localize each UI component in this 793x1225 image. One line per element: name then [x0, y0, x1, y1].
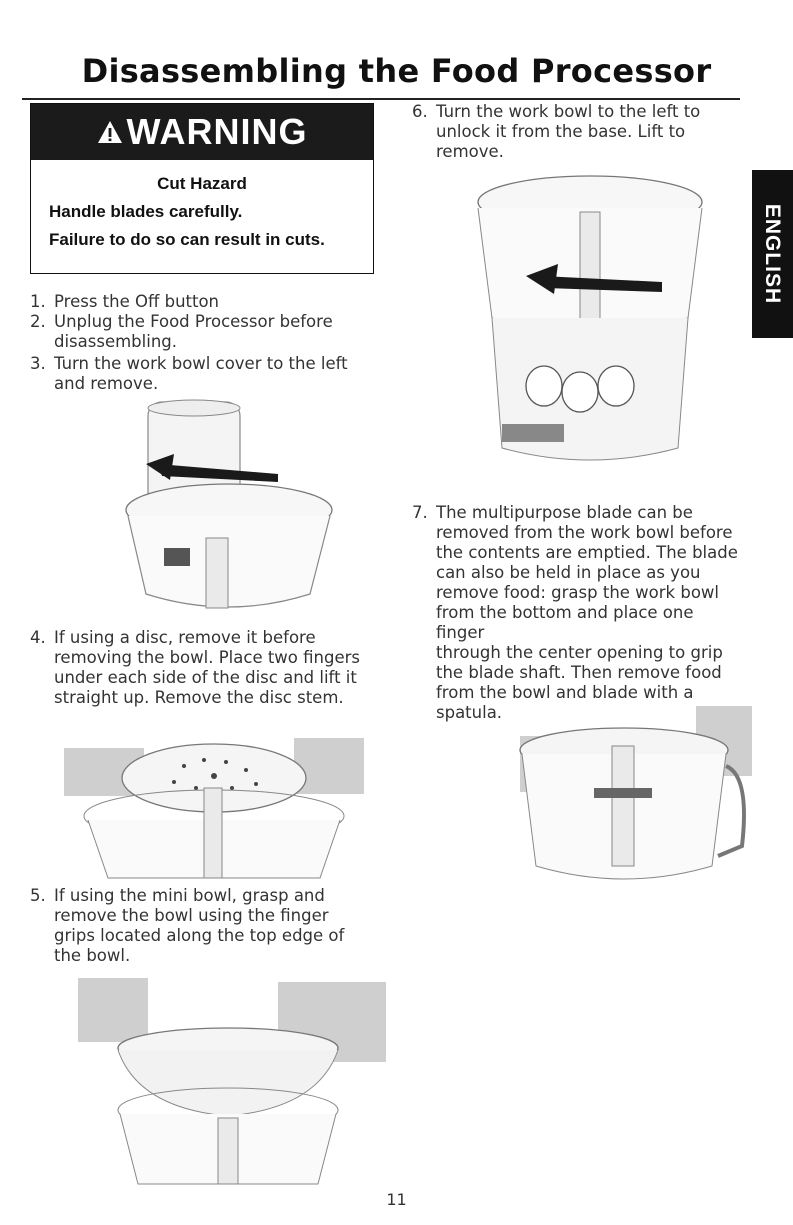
warning-line2: Failure to do so can result in cuts. — [49, 230, 325, 249]
step-number: 4. — [30, 628, 46, 647]
warning-body — [31, 160, 373, 250]
page-title: Disassembling the Food Processor — [81, 52, 712, 90]
blade-removal-illustration — [506, 706, 752, 892]
step-4 — [30, 628, 380, 712]
bowl-unlock-illustration — [462, 168, 712, 476]
step-text: If using a disc, remove it before removing the bowl. Place two fingers under each side of the disc and lift it straight up. Remove the disc stem. — [54, 628, 360, 707]
step-number: 6. — [412, 102, 428, 121]
bowl-cover-illustration — [118, 398, 340, 620]
step-text: Turn the work bowl cover to the left and remove. — [54, 354, 348, 393]
step-text: Press the Off button — [54, 292, 220, 311]
step-6 — [412, 102, 742, 166]
warning-triangle-icon — [97, 120, 123, 144]
step-number: 7. — [412, 503, 428, 522]
disc-removal-illustration — [64, 718, 364, 880]
step-2 — [30, 312, 380, 356]
language-tab-label: ENGLISH — [761, 203, 785, 305]
step-7 — [412, 503, 742, 722]
step-number: 5. — [30, 886, 46, 905]
step-number: 3. — [30, 354, 46, 373]
step-text: If using the mini bowl, grasp and remove the bowl using the finger grips located along the top edge of the bowl. — [54, 886, 345, 965]
step-text: The multipurpose blade can be removed from the work bowl before the contents are emptied. The blade can also be held in place as you remove food: grasp the work bowl from the bottom and place one finger through the center opening to grip the blade shaft. Then remove food from the bowl and blade with a spatula. — [436, 503, 738, 722]
step-number: 2. — [30, 312, 46, 331]
step-3 — [30, 354, 380, 398]
warning-box — [30, 103, 374, 274]
page-number: 11 — [386, 1190, 407, 1209]
warning-header — [31, 104, 373, 160]
warning-heading: WARNING — [126, 111, 308, 152]
step-text: Unplug the Food Processor before disassembling. — [54, 312, 333, 351]
warning-hazard: Cut Hazard — [157, 174, 247, 193]
language-tab — [752, 170, 793, 338]
mini-bowl-illustration — [78, 978, 388, 1186]
warning-line1: Handle blades carefully. — [49, 202, 243, 221]
step-5 — [30, 886, 380, 970]
step-number: 1. — [30, 292, 46, 311]
step-text: Turn the work bowl to the left to unlock it from the base. Lift to remove. — [436, 102, 701, 161]
title-rule — [22, 98, 740, 100]
